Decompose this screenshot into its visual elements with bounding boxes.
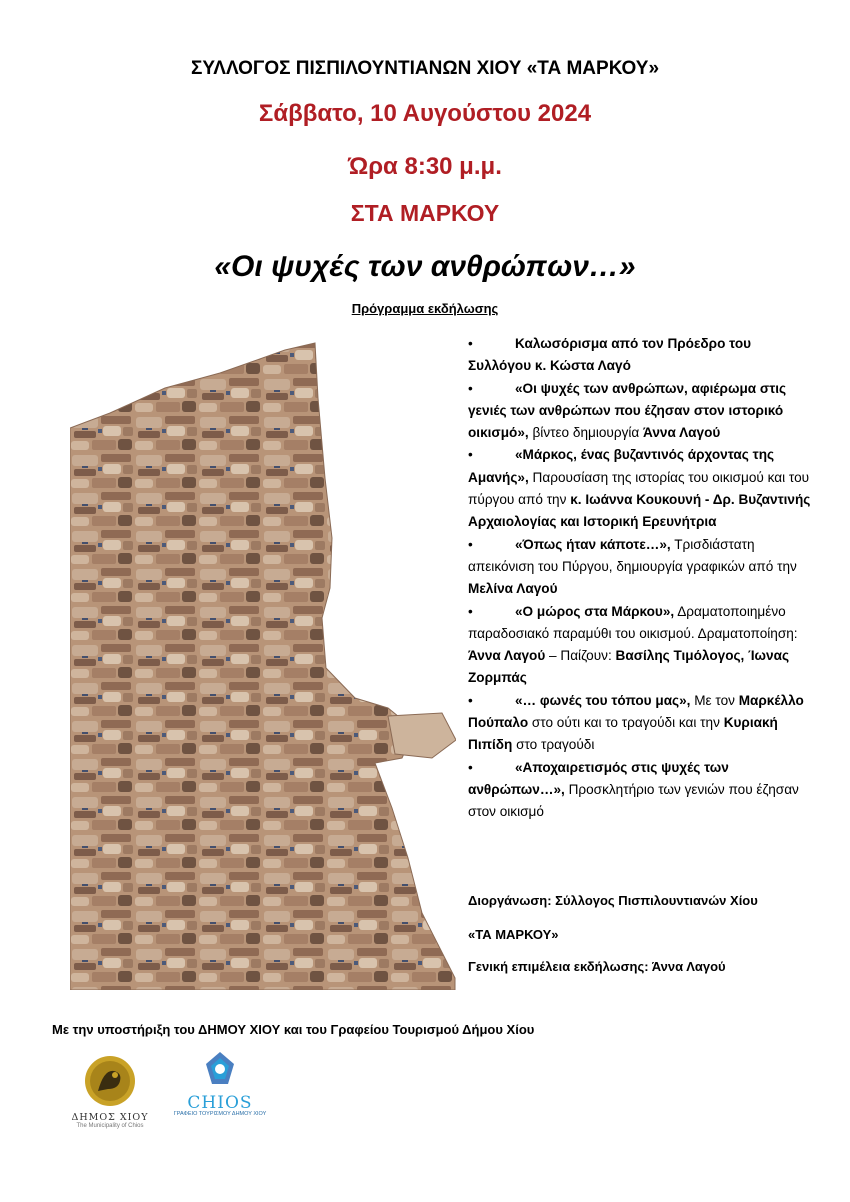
- program-item-person: Μελίνα Λαγού: [468, 581, 558, 597]
- program-item-person: Μαρκέλλο Πούπαλο: [468, 692, 804, 731]
- event-theme: «Οι ψυχές των ανθρώπων…»: [214, 250, 636, 283]
- program-item-text: Προσκλητήριο των γενιών που έζησαν στον οικισμό: [468, 781, 799, 820]
- program-item-text: βίντεο δημιουργία: [528, 425, 644, 441]
- program-item-text: Με τον: [690, 692, 739, 708]
- municipality-name: ΔΗΜΟΣ ΧΙΟΥ: [71, 1112, 149, 1123]
- program-item-person: Άννα Λαγού: [468, 648, 546, 664]
- program-item-title: Καλωσόρισμα από τον Πρόεδρο του Συλλόγου κ. Κώστα Λαγό: [468, 336, 752, 374]
- program-item: [468, 444, 813, 533]
- program-item-person: Βασίλης Τιμόλογος, Ίωνας Ζορμπάς: [468, 648, 790, 686]
- bullet-icon: •: [468, 380, 473, 396]
- program-item: [468, 601, 813, 690]
- tourism-office-logo: [170, 1050, 270, 1132]
- stone-tower-image: [70, 338, 456, 990]
- program-item: [468, 378, 813, 445]
- event-date: Σάββατο, 10 Αυγούστου 2024: [258, 100, 592, 127]
- program-item: [468, 690, 813, 757]
- program-item-title: «… φωνές του τόπου μας»,: [515, 692, 691, 708]
- program-item-title: «Ο μώρος στα Μάρκου»,: [515, 603, 675, 619]
- event-time: Ώρα 8:30 μ.μ.: [348, 153, 502, 180]
- program-item-text: στο τραγούδι: [512, 737, 595, 753]
- organization-title: ΣΥΛΛΟΓΟΣ ΠΙΣΠΙΛΟΥΝΤΙΑΝΩΝ ΧΙΟΥ «ΤΑ ΜΑΡΚΟΥ»: [190, 58, 660, 79]
- bullet-icon: •: [468, 603, 473, 619]
- bullet-icon: •: [468, 759, 473, 775]
- program-item-text: – Παίζουν:: [545, 648, 616, 664]
- event-place: ΣΤΑ ΜΑΡΚΟΥ: [350, 200, 500, 226]
- bullet-icon: •: [468, 447, 473, 463]
- program-label: Πρόγραμμα εκδήλωσης: [351, 301, 499, 316]
- tourism-logo-icon: [200, 1050, 240, 1090]
- program-item-title: «Όπως ήταν κάποτε…»,: [515, 536, 671, 552]
- program-list: [468, 333, 813, 824]
- organizer-name: «ΤΑ ΜΑΡΚΟΥ»: [468, 927, 559, 942]
- program-item-text: στο ούτι και το τραγούδι και την: [528, 715, 724, 731]
- tourism-subtitle: ΓΡΑΦΕΙΟ ΤΟΥΡΙΣΜΟΥ ΔΗΜΟΥ ΧΙΟΥ: [173, 1111, 267, 1117]
- program-item: [468, 333, 813, 378]
- bullet-icon: •: [468, 336, 473, 351]
- program-item-title: «Αποχαιρετισμός στις ψυχές των ανθρώπων…»,: [468, 759, 729, 797]
- program-item-person: Άννα Λαγού: [643, 425, 721, 441]
- program-item: [468, 757, 813, 824]
- program-item-title: «Οι ψυχές των ανθρώπων, αφιέρωμα στις γενιές των ανθρώπων που έζησαν στον ιστορικό οικισμό»,: [468, 380, 787, 441]
- municipality-logo: [60, 1055, 160, 1131]
- municipality-subtitle: The Municipality of Chios: [76, 1123, 144, 1129]
- program-item-person: κ. Ιωάννα Κουκουνή - Δρ. Βυζαντινής Αρχαιολογίας και Ιστορική Ερευνήτρια: [468, 492, 811, 530]
- program-item-text: Παρουσίαση της ιστορίας του οικισμού και του πύργου από την: [468, 469, 810, 508]
- program-item-person: Κυριακή Πιπίδη: [468, 715, 778, 753]
- bullet-icon: •: [468, 692, 473, 708]
- program-item-text: Τρισδιάστατη απεικόνιση του Πύργου, δημιουργία γραφικών από την: [468, 536, 797, 574]
- bullet-icon: •: [468, 536, 473, 552]
- curator-credit: Γενική επιμέλεια εκδήλωσης: Άννα Λαγού: [468, 959, 726, 974]
- program-item-text: Δραματοποιημένο παραδοσιακό παραμύθι του οικισμού. Δραματοποίηση:: [468, 603, 798, 641]
- organizer-credit: Διοργάνωση: Σύλλογος Πισπιλουντιανών Χίου: [468, 893, 758, 908]
- program-item-title: «Μάρκος, ένας βυζαντινός άρχοντας της Αμανής»,: [468, 447, 775, 485]
- municipality-seal-icon: [84, 1055, 136, 1107]
- tower-silhouette: [70, 343, 455, 990]
- tourism-name: CHIOS: [187, 1093, 253, 1113]
- program-item: [468, 534, 813, 601]
- support-statement: Με την υποστήριξη του ΔΗΜΟΥ ΧΙΟΥ και του Γραφείου Τουρισμού Δήμου Χίου: [52, 1022, 535, 1037]
